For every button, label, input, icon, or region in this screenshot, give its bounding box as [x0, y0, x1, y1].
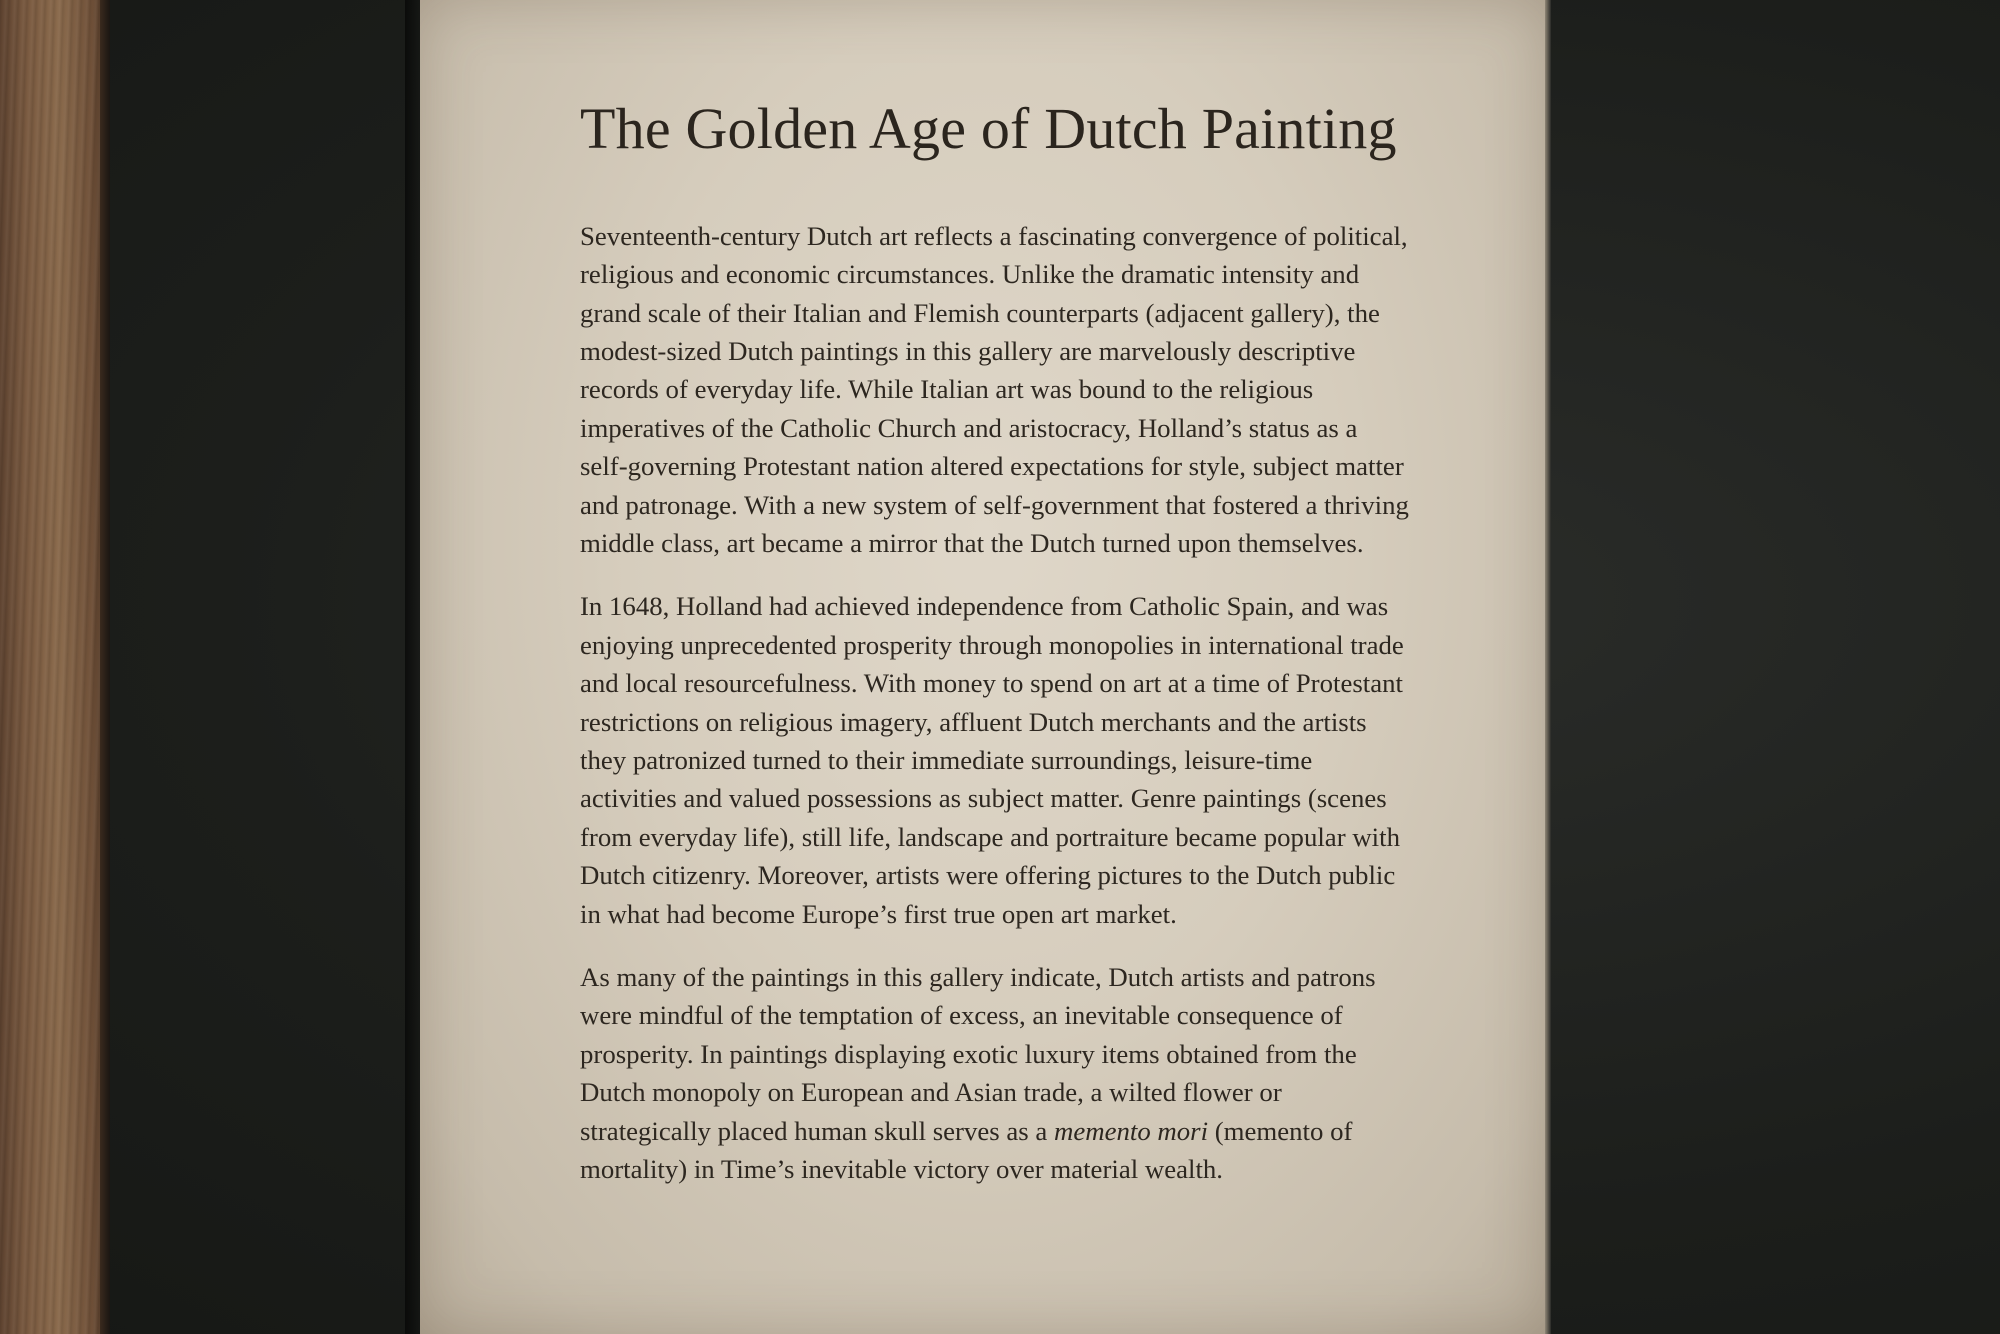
placard-title: The Golden Age of Dutch Painting: [580, 96, 1397, 161]
panel-edge: [1545, 0, 1551, 1334]
paragraph-3-text-b: (memento of mortality) in Time’s inevitable victory over material wealth.: [580, 1115, 1353, 1185]
wooden-picture-frame: [0, 0, 108, 1334]
paragraph-3: [580, 958, 1410, 1188]
frame-edge: [100, 0, 110, 1334]
paragraph-1: Seventeenth-century Dutch art reflects a fascinating convergence of political, religious and economic circumstances. Unlike the dramatic intensity and grand scale of their Italian and Flemish counterparts (adjacent gallery), the modest-sized Dutch paintings in this gallery are marvelously descriptive records of everyday life. While Italian art was bound to the religious imperatives of the Catholic Church and aristocracy, Holland’s status as a self-governing Protestant nation altered expectations for style, subject matter and patronage. With a new system of self-government that fostered a thriving middle class, art became a mirror that the Dutch turned upon themselves.: [580, 220, 1409, 558]
paragraph-3-text-a: As many of the paintings in this gallery indicate, Dutch artists and patrons were mindful of the temptation of excess, an inevitable consequence of prosperity. In paintings displaying exotic luxury items obtained from the Dutch monopoly on European and Asian trade, a wilted flower or strategically placed human skull serves as a: [580, 962, 1376, 1146]
paragraph-2: In 1648, Holland had achieved independence from Catholic Spain, and was enjoying unprecedented prosperity through monopolies in international trade and local resourcefulness. With money to spend on art at a time of Protestant restrictions on religious imagery, affluent Dutch merchants and the artists they patronized turned to their immediate surroundings, leisure-time activities and valued possessions as subject matter. Genre paintings (scenes from everyday life), still life, landscape and portraiture became popular with Dutch citizenry. Moreover, artists were offering pictures to the Dutch public in what had become Europe’s first true open art market.: [580, 591, 1404, 929]
memento-mori-italic: memento mori: [1054, 1115, 1209, 1146]
placard-content: [580, 96, 1410, 1213]
